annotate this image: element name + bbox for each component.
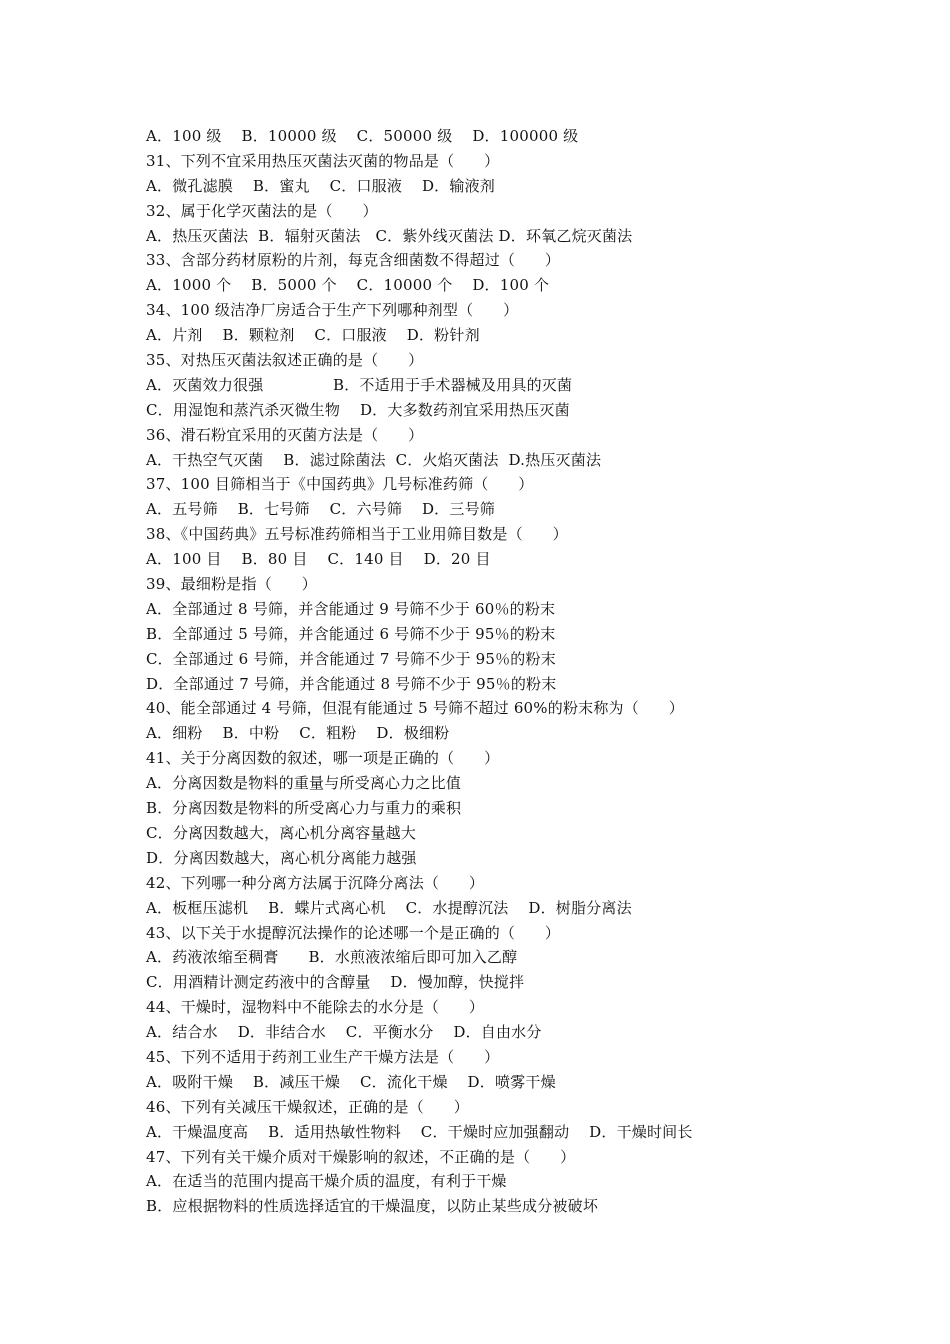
answer-option: A．全部通过 8 号筛，并含能通过 9 号筛不少于 60％的粉末 (146, 599, 556, 618)
answer-options: A．吸附干燥 B．减压干燥 C．流化干燥 D．喷雾干燥 (146, 1072, 556, 1091)
answer-options: A．灭菌效力很强 B．不适用于手术器械及用具的灭菌 (146, 375, 573, 394)
question-40: 40、能全部通过 4 号筛，但混有能通过 5 号筛不超过 60%的粉末称为（ ） (146, 699, 684, 718)
answer-option: D．全部通过 7 号筛，并含能通过 8 号筛不少于 95％的粉末 (146, 674, 557, 693)
question-44: 44、干燥时，湿物料中不能除去的水分是（ ） (146, 998, 485, 1017)
question-47: 47、下列有关干燥介质对干燥影响的叙述，不正确的是（ ） (146, 1147, 576, 1166)
question-37: 37、100 目筛相当于《中国药典》几号标准药筛（ ） (146, 475, 534, 494)
answer-option: B．应根据物料的性质选择适宜的干燥温度，以防止某些成分被破坏 (146, 1197, 599, 1216)
question-list (146, 124, 866, 1219)
answer-option: D．分离因数越大，离心机分离能力越强 (146, 848, 417, 867)
question-34: 34、100 级洁净厂房适合于生产下列哪种剂型（ ） (146, 301, 519, 320)
answer-options: C．用湿饱和蒸汽杀灭微生物 D．大多数药剂宜采用热压灭菌 (146, 400, 570, 419)
answer-options: C．用酒精计测定药液中的含醇量 D．慢加醇，快搅拌 (146, 973, 525, 992)
answer-option: B．分离因数是物料的所受离心力与重力的乘积 (146, 799, 462, 818)
answer-option: C．全部通过 6 号筛，并含能通过 7 号筛不少于 95％的粉末 (146, 649, 556, 668)
answer-option: B．全部通过 5 号筛，并含能通过 6 号筛不少于 95％的粉末 (146, 624, 556, 643)
answer-option: A．在适当的范围内提高干燥介质的温度，有利于干燥 (146, 1172, 507, 1191)
answer-options: A．结合水 D．非结合水 C．平衡水分 D．自由水分 (146, 1023, 542, 1042)
question-31: 31、下列不宜采用热压灭菌法灭菌的物品是（ ） (146, 151, 500, 170)
question-41: 41、关于分离因数的叙述，哪一项是正确的（ ） (146, 749, 500, 768)
answer-options: A．干热空气灭菌 B．滤过除菌法 C．火焰灭菌法 D.热压灭菌法 (146, 450, 602, 469)
question-38: 38、《中国药典》五号标准药筛相当于工业用筛目数是（ ） (146, 525, 568, 544)
answer-options: A．热压灭菌法 B．辐射灭菌法 C．紫外线灭菌法 D．环氧乙烷灭菌法 (146, 226, 633, 245)
question-36: 36、滑石粉宜采用的灭菌方法是（ ） (146, 425, 424, 444)
answer-options: A．微孔滤膜 B．蜜丸 C．口服液 D．输液剂 (146, 176, 495, 195)
question-39: 39、最细粉是指（ ） (146, 575, 317, 594)
answer-option: C．分离因数越大，离心机分离容量越大 (146, 823, 417, 842)
question-35: 35、对热压灭菌法叙述正确的是（ ） (146, 351, 424, 370)
answer-options: A．1000 个 B．5000 个 C．10000 个 D．100 个 (146, 276, 550, 295)
answer-options: A．100 目 B．80 目 C．140 目 D．20 目 (146, 550, 491, 569)
answer-options: A．片剂 B．颗粒剂 C．口服液 D．粉针剂 (146, 326, 480, 345)
question-32: 32、属于化学灭菌法的是（ ） (146, 201, 378, 220)
question-42: 42、下列哪一种分离方法属于沉降分离法（ ） (146, 873, 485, 892)
answer-options: A．药液浓缩至稠膏 B．水煎液浓缩后即可加入乙醇 (146, 948, 518, 967)
question-46: 46、下列有关减压干燥叙述，正确的是（ ） (146, 1097, 469, 1116)
question-43: 43、以下关于水提醇沉法操作的论述哪一个是正确的（ ） (146, 923, 561, 942)
answer-options: A．板框压滤机 B．蝶片式离心机 C．水提醇沉法 D．树脂分离法 (146, 898, 632, 917)
question-45: 45、下列不适用于药剂工业生产干燥方法是（ ） (146, 1047, 500, 1066)
answer-options: A．100 级 B．10000 级 C．50000 级 D．100000 级 (146, 127, 579, 145)
answer-options: A．五号筛 B．七号筛 C．六号筛 D．三号筛 (146, 500, 495, 519)
answer-option: A．分离因数是物料的重量与所受离心力之比值 (146, 774, 462, 793)
answer-options: A．细粉 B．中粉 C．粗粉 D．极细粉 (146, 724, 450, 743)
question-33: 33、含部分药材原粉的片剂，每克含细菌数不得超过（ ） (146, 251, 561, 270)
answer-options: A．干燥温度高 B．适用热敏性物料 C．干燥时应加强翻动 D．干燥时间长 (146, 1122, 693, 1141)
